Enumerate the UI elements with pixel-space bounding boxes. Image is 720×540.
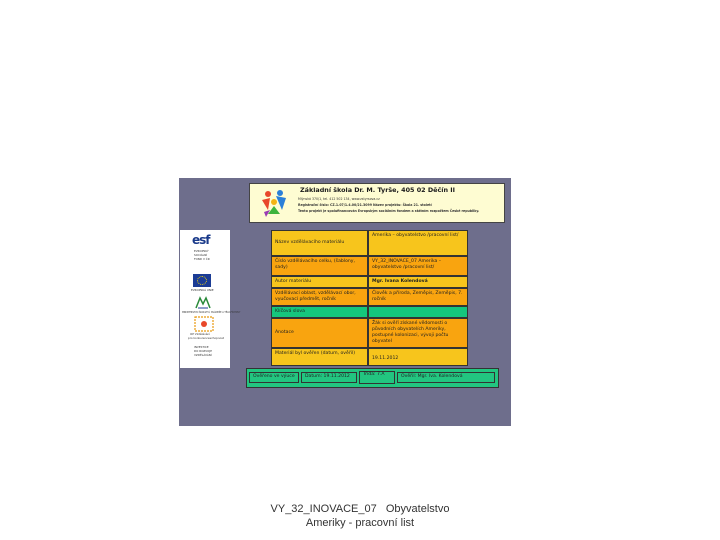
logos-panel <box>180 230 241 368</box>
caption-line-1: VY_32_INOVACE_07 Obyvatelstvo <box>270 503 450 515</box>
table-value: Amerika – obyvatelstvo /pracovní list/ <box>368 230 468 256</box>
table-label: Materiál byl ověřen (datum, ověřil) <box>271 348 368 366</box>
msmt-caption: MINISTERSTVO ŠKOLSTVÍ, MLÁDEŽE A TĚLOVÝCHOVY <box>182 311 241 314</box>
verify-date: Datum: 19.11.2012 <box>301 372 357 383</box>
table-label: Název vzdělávacího materiálu <box>271 230 368 256</box>
project-registration: Registrační číslo: CZ.1.07/1.4.00/21.3099 Název projektu: Škola 21. století <box>298 203 432 207</box>
esf-sub-2: SOCIÁLNÍ <box>194 253 208 257</box>
bottom-caption-2: DO ROZVOJE <box>194 349 212 353</box>
school-address: Mlýnská 370/1, tel. 412 502 134, www.zstyrsova.cz <box>298 197 380 201</box>
table-value: Mgr. Ivana Kolendová <box>368 276 468 288</box>
school-logo-icon <box>258 188 290 218</box>
op-caption-2: pro konkurenceschopnost <box>188 336 224 340</box>
esf-logo <box>192 234 210 246</box>
table-value: 19.11.2012 <box>368 348 468 366</box>
bottom-caption-3: VZDĚLÁVÁNÍ <box>194 353 212 357</box>
table-label: Klíčová slova <box>271 306 368 318</box>
bottom-caption-1: INVESTICE <box>194 345 209 349</box>
op-vk-logo-icon <box>194 316 214 332</box>
verified-by: Ověřil: Mgr. Iva. Kolendová <box>397 372 495 383</box>
table-value <box>368 306 468 318</box>
esf-sub-3: FOND V ČR <box>194 257 210 261</box>
verification-row <box>246 368 499 388</box>
esf-sub-1: EVROPSKÝ <box>194 249 209 253</box>
table-label: Anotace <box>271 318 368 348</box>
project-funding-note: Tento projekt je spolufinancován Evropským sociálním fondem a státním rozpočtem České republiky. <box>298 209 480 213</box>
table-label: Vzdělávací oblast, vzdělávací obor, vyučovací předmět, ročník <box>271 288 368 306</box>
table-value: VY_32_INOVACE_07 Amerika – obyvatelstvo /pracovní list/ <box>368 256 468 276</box>
slide-caption <box>0 502 720 530</box>
table-label: Autor materiálu <box>271 276 368 288</box>
table-value: Žák si ověří získané vědomosti o původních obyvatelích Ameriky, postupné kolonizaci, vývoji počtu obyvatel <box>368 318 468 348</box>
verify-class: Třída: 7.A <box>359 371 395 384</box>
table-label: Číslo vzdělávacího celku, (šablony, sady) <box>271 256 368 276</box>
table-value: Člověk a příroda, Zeměpis, Zeměpis, 7. ročník <box>368 288 468 306</box>
verify-label: Ověřeno ve výuce <box>249 372 299 383</box>
caption-line-2: Ameriky - pracovní list <box>305 517 415 529</box>
op-caption-1: OP Vzdělávání <box>190 332 211 336</box>
msmt-logo-icon <box>194 296 212 310</box>
slide-image <box>179 178 511 426</box>
school-name: Základní škola Dr. M. Tyrše, 405 02 Děčín II <box>300 186 455 194</box>
eu-caption: EVROPSKÁ UNIE <box>191 288 214 292</box>
school-header <box>249 183 505 223</box>
eu-flag-icon <box>193 274 211 287</box>
esf-logo-text: esf <box>192 233 210 247</box>
